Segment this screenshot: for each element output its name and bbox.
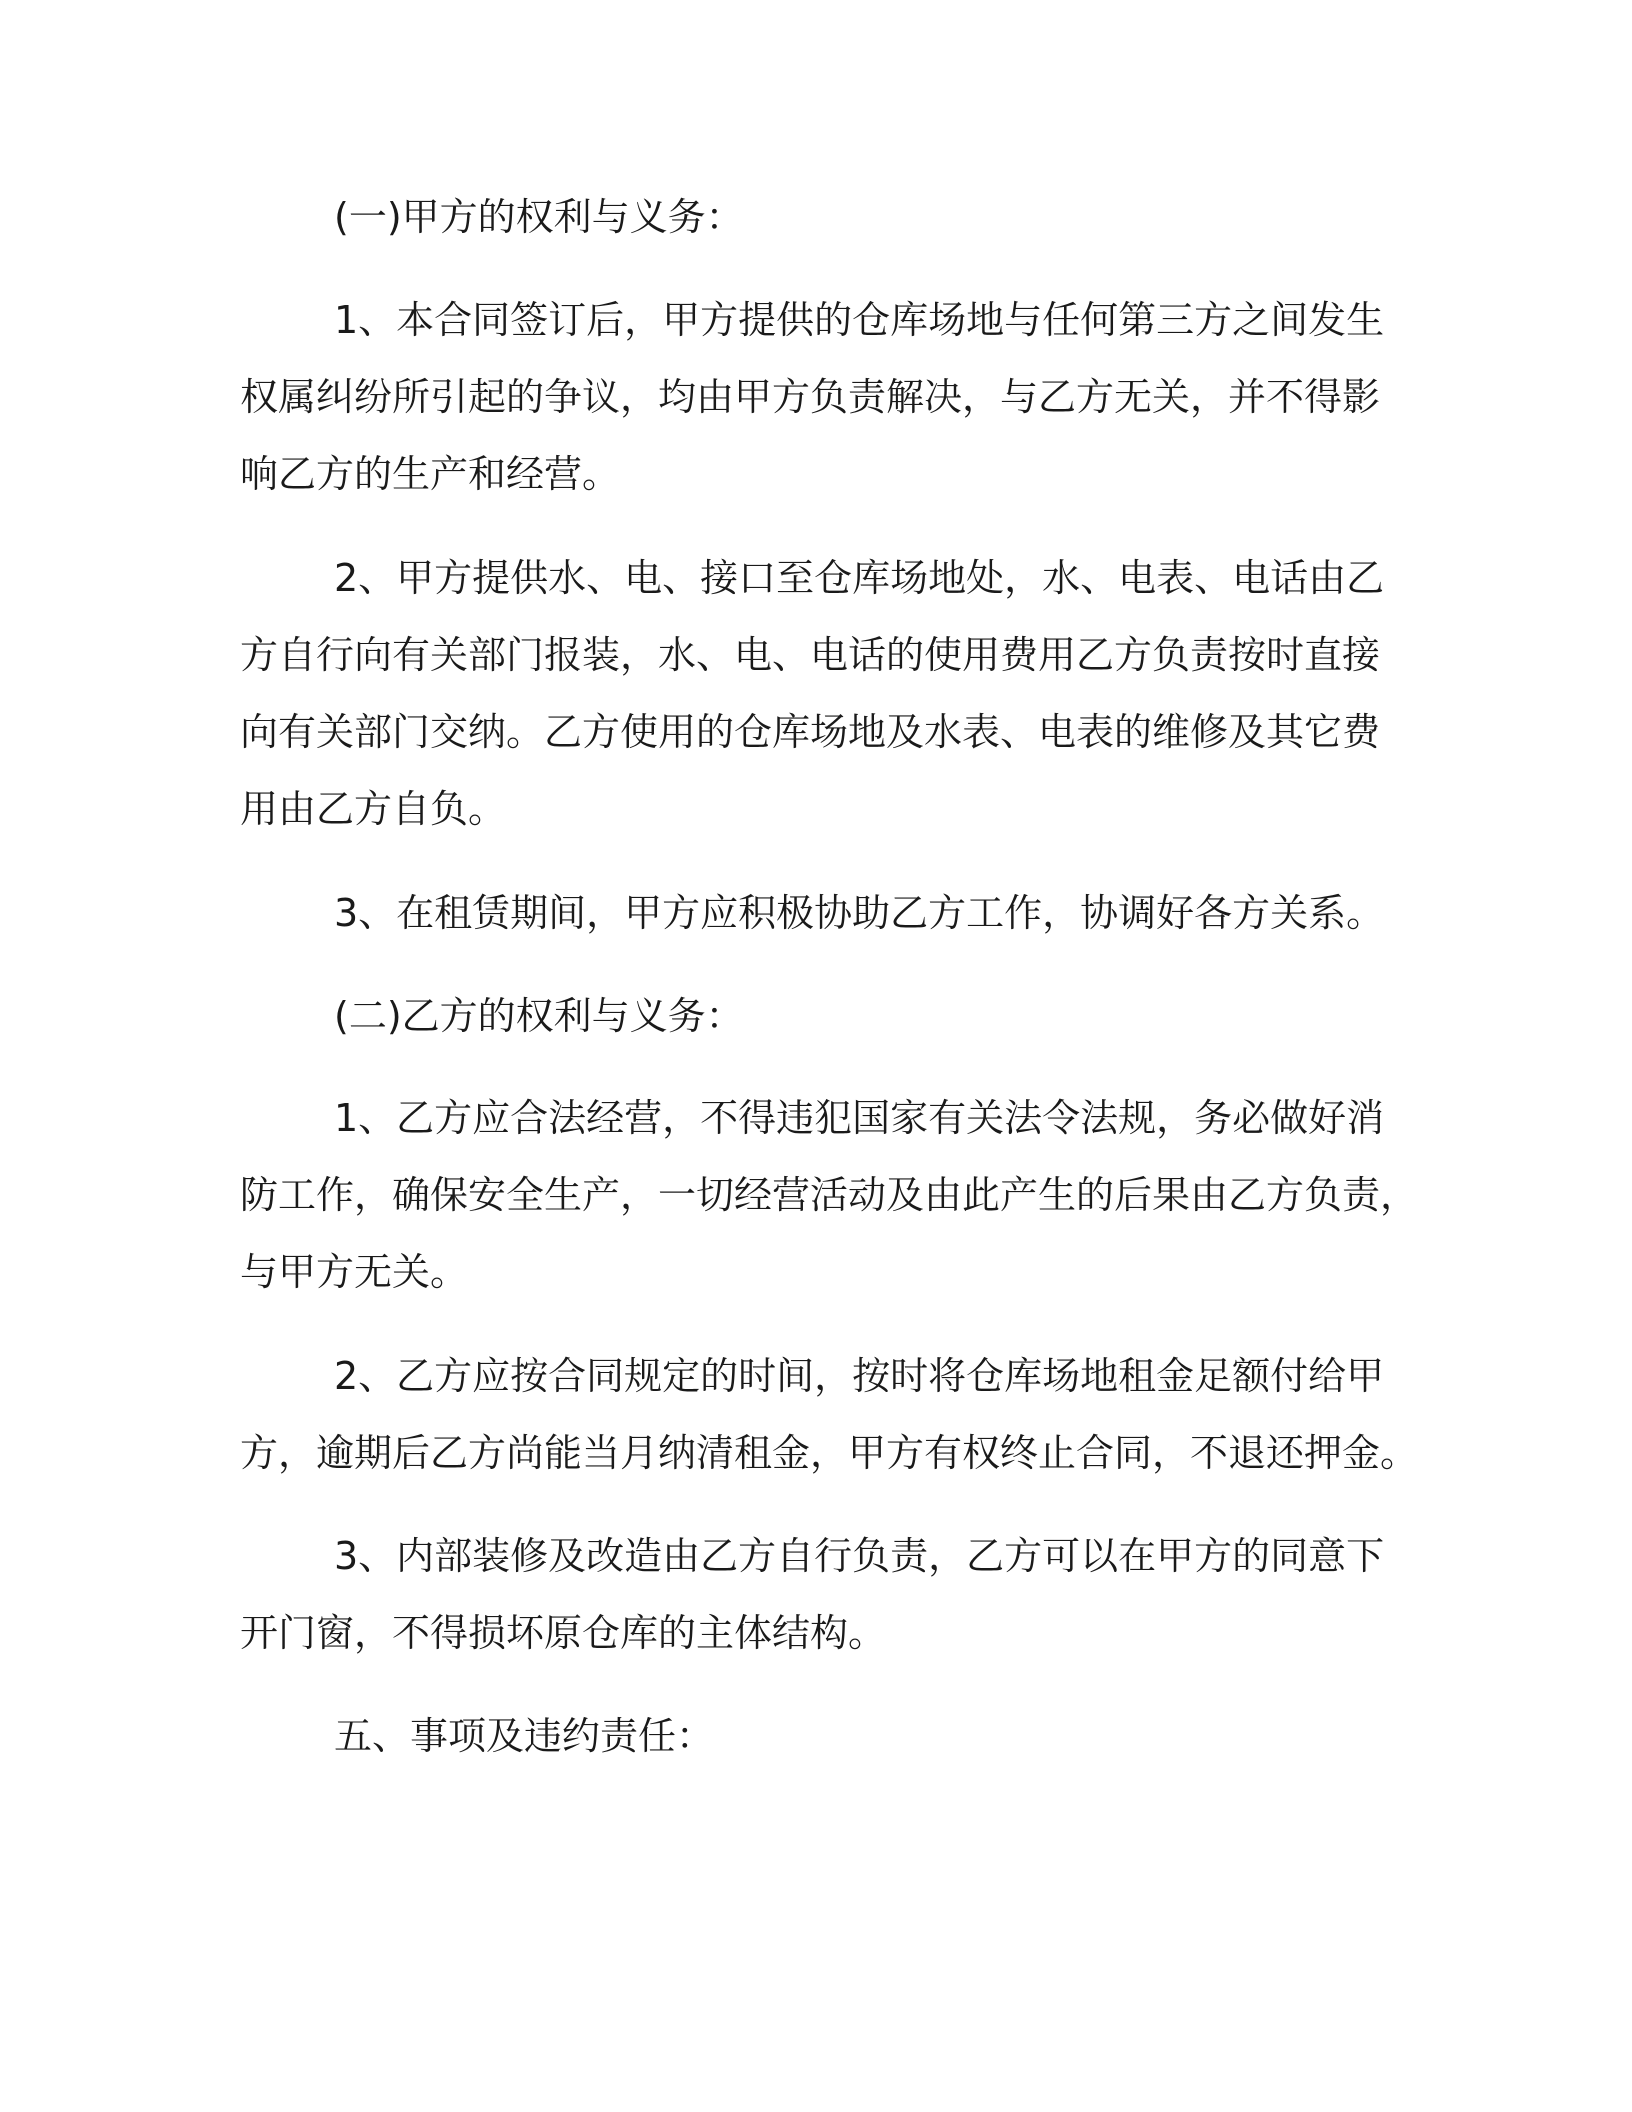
- paragraph-line: 1、乙方应合法经营，不得违犯国家有关法令法规，务必做好消: [334, 1096, 1385, 1140]
- paragraph-line: 与甲方无关。: [240, 1250, 469, 1294]
- paragraph-line: (一)甲方的权利与义务：: [334, 195, 744, 239]
- paragraph-line: 2、乙方应按合同规定的时间，按时将仓库场地租金足额付给甲: [334, 1354, 1385, 1398]
- paragraph-line: 2、甲方提供水、电、接口至仓库场地处，水、电表、电话由乙: [334, 556, 1385, 600]
- party-a-clause-1: [240, 282, 1385, 513]
- paragraph-line: 方自行向有关部门报装，水、电、电话的使用费用乙方负责按时直接: [240, 633, 1381, 677]
- heading-section-five: [240, 1698, 1380, 1775]
- paragraph-line: 1、本合同签订后，甲方提供的仓库场地与任何第三方之间发生: [334, 298, 1385, 342]
- paragraph-line: 3、在租赁期间，甲方应积极协助乙方工作，协调好各方关系。: [334, 891, 1385, 935]
- paragraph-line: 开门窗，不得损坏原仓库的主体结构。: [240, 1611, 887, 1655]
- paragraph-line: 用由乙方自负。: [240, 787, 507, 831]
- party-a-clause-2: [240, 540, 1385, 848]
- paragraph-line: 方，逾期后乙方尚能当月纳清租金，甲方有权终止合同，不退还押金。: [240, 1431, 1419, 1475]
- heading-party-a-rights: [240, 179, 1380, 256]
- paragraph-line: 3、内部装修及改造由乙方自行负责，乙方可以在甲方的同意下: [334, 1534, 1385, 1578]
- party-b-clause-1: [240, 1080, 1419, 1311]
- paragraph-line: 向有关部门交纳。乙方使用的仓库场地及水表、电表的维修及其它费: [240, 710, 1381, 754]
- paragraph-line: 防工作，确保安全生产，一切经营活动及由此产生的后果由乙方负责，: [240, 1173, 1419, 1217]
- party-a-clause-3: [240, 875, 1385, 952]
- paragraph-line: 响乙方的生产和经营。: [240, 452, 621, 496]
- heading-party-b-rights: [240, 978, 1380, 1055]
- party-b-clause-2: [240, 1338, 1419, 1492]
- paragraph-line: (二)乙方的权利与义务：: [334, 994, 744, 1038]
- party-b-clause-3: [240, 1518, 1385, 1672]
- paragraph-line: 权属纠纷所引起的争议，均由甲方负责解决，与乙方无关，并不得影: [240, 375, 1381, 419]
- paragraph-line: 五、事项及违约责任：: [334, 1714, 715, 1758]
